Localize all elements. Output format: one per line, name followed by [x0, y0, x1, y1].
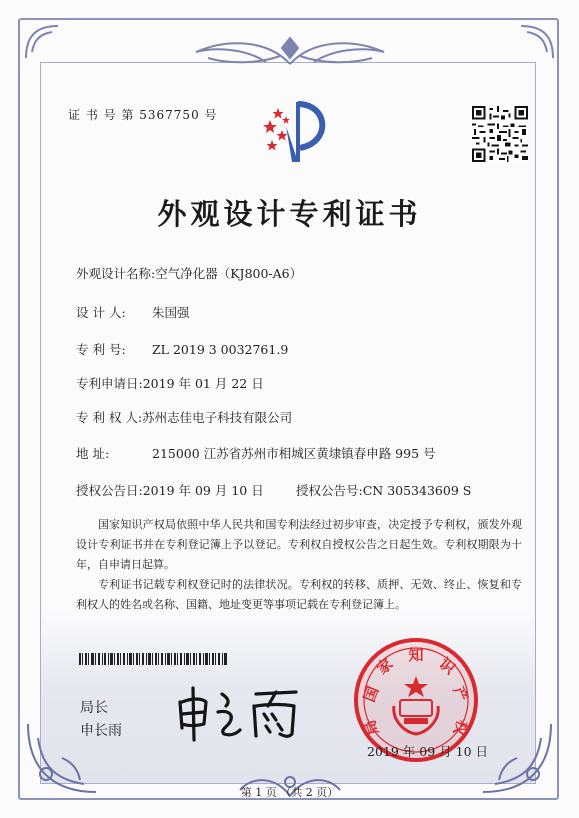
field-label: 授权公告日:	[76, 483, 143, 498]
svg-text:产: 产	[449, 683, 472, 705]
director-title: 局长	[80, 700, 108, 716]
seal-date: 2019 年 09 月 10 日	[367, 744, 488, 759]
field-label: 授权公告号:	[296, 483, 363, 498]
svg-text:国: 国	[360, 683, 383, 705]
svg-text:家: 家	[373, 654, 397, 678]
barcode-icon	[79, 653, 229, 665]
handwritten-signature	[172, 684, 302, 744]
top-ornament	[188, 34, 392, 68]
field-label: 专利申请日:	[76, 376, 143, 391]
field-designer	[76, 303, 190, 321]
body-paragraph-1: 国家知识产权局依照中华人民共和国专利法经过初步审查，决定授予专利权，颁发外观设计专利证书并在专利登记簿上予以登记。专利权自授权公告之日起生效。专利权期限为十年，自申请日起算。	[76, 518, 522, 571]
certificate-number: 证 书 号 第 5367750 号	[68, 108, 218, 122]
svg-text:局: 局	[360, 717, 383, 738]
field-label: 专 利 权 人:	[76, 410, 143, 425]
field-value: 215000 江苏省苏州市相城区黄埭镇春申路 995 号	[152, 446, 436, 461]
body-text	[76, 515, 522, 615]
field-value: 空气净化器（KJ800-A6）	[155, 266, 303, 281]
corner-ornament-tr	[517, 22, 557, 62]
corner-ornament-tl	[22, 22, 62, 62]
field-label: 专 利 号:	[76, 342, 126, 357]
field-value: CN 305343609 S	[362, 483, 472, 498]
svg-text:知: 知	[408, 646, 424, 664]
patent-office-logo-icon	[258, 96, 330, 168]
field-patent-number	[76, 340, 288, 358]
field-value: ZL 2019 3 0032761.9	[152, 342, 289, 357]
svg-text:识: 识	[435, 654, 459, 678]
svg-text:权: 权	[449, 717, 472, 738]
body-paragraph-2: 专利证书记载专利权登记时的法律状况。专利权的转移、质押、无效、终止、恢复和专利权人的姓名或名称、国籍、地址变更等事项记载在专利登记簿上。	[76, 578, 522, 611]
field-grant-date	[76, 481, 264, 499]
field-patentee	[76, 408, 292, 426]
certificate-title: 外观设计专利证书	[157, 197, 422, 231]
field-label: 地 址:	[76, 446, 110, 461]
field-value: 朱国强	[152, 305, 190, 320]
field-address	[76, 444, 436, 462]
field-design-name	[76, 264, 302, 282]
field-filing-date	[76, 374, 264, 392]
field-value: 2019 年 01 月 22 日	[142, 376, 264, 391]
field-label: 外观设计名称:	[76, 266, 156, 281]
qr-code-icon	[472, 106, 528, 162]
director-name: 申长雨	[80, 723, 122, 739]
field-label: 设 计 人:	[76, 305, 126, 320]
page-number: 第 1 页 （共 2 页）	[240, 786, 339, 799]
field-value: 苏州志佳电子科技有限公司	[142, 410, 293, 425]
field-grant-pub-number	[296, 481, 471, 499]
field-value: 2019 年 09 月 10 日	[142, 483, 264, 498]
